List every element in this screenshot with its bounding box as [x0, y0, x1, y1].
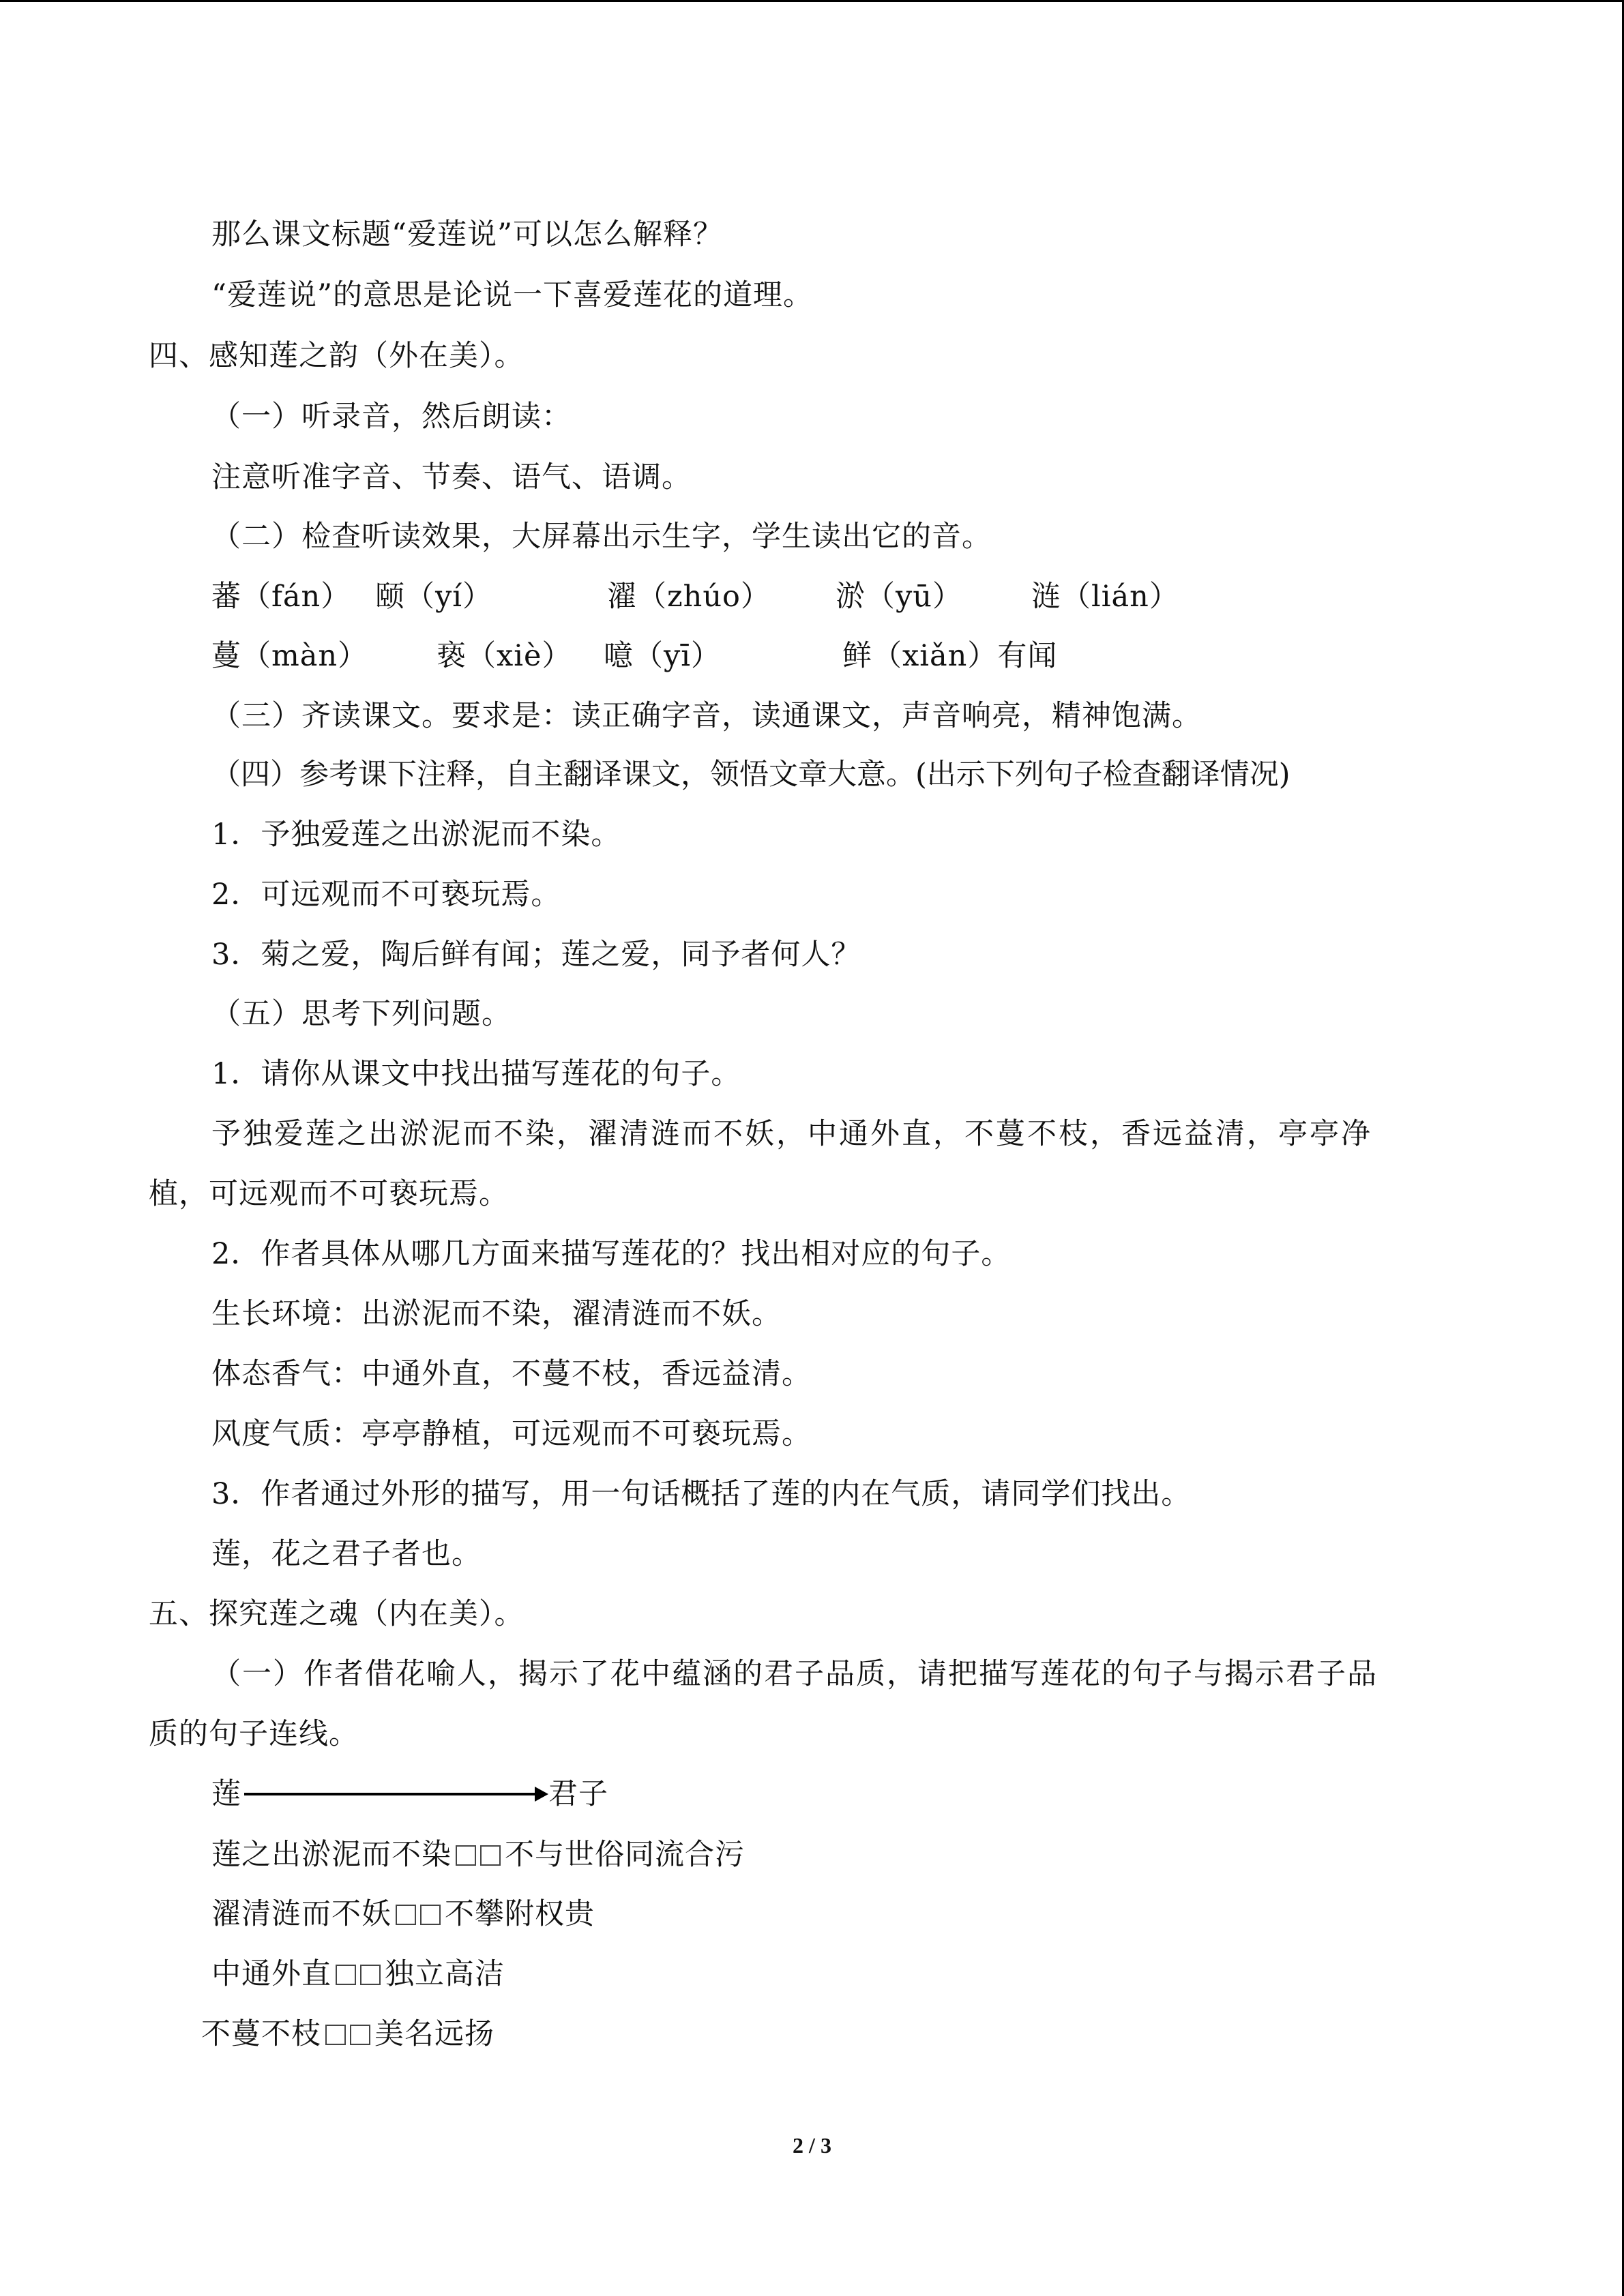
match-left: 中通外直 — [211, 1957, 331, 1991]
match-right: 不攀附权贵 — [445, 1897, 595, 1931]
arrow-right-label: 君子 — [548, 1777, 608, 1811]
section-heading: 四、感知莲之韵（外在美）。 — [149, 339, 525, 373]
match-row — [211, 1894, 595, 1935]
blank-box — [396, 1905, 416, 1925]
pinyin-item: 噫（yī） — [604, 639, 722, 673]
blank-box — [336, 1965, 356, 1985]
blank-box — [480, 1845, 501, 1866]
pinyin-item: 颐（yí） — [375, 580, 493, 614]
arrow-left-label: 莲 — [211, 1777, 241, 1811]
text-line: 莲，花之君子者也。 — [211, 1537, 482, 1571]
text-line: “爱莲说”的意思是论说一下喜爱莲花的道理。 — [211, 278, 813, 312]
section-heading: 五、探究莲之魂（内在美）。 — [149, 1597, 525, 1631]
text-line: 植，可远观而不可亵玩焉。 — [149, 1177, 509, 1211]
pinyin-item: 涟（lián） — [1031, 580, 1179, 614]
text-line: 3．作者通过外形的描写，用一句话概括了莲的内在气质，请同学们找出。 — [211, 1477, 1192, 1511]
text-line: 1．予独爱莲之出淤泥而不染。 — [211, 818, 621, 852]
match-right: 不与世俗同流合污 — [505, 1838, 745, 1872]
pinyin-row-2 — [0, 636, 1624, 676]
pinyin-item: 淤（yū） — [836, 580, 962, 614]
match-row — [201, 2014, 494, 2055]
pinyin-item: 蔓（màn） — [211, 639, 368, 673]
blank-box — [360, 1965, 381, 1985]
blank-box — [350, 2025, 370, 2045]
text-line: 那么课文标题“爱莲说”可以怎么解释？ — [211, 218, 723, 252]
text-line: 2．可远观而不可亵玩焉。 — [211, 878, 561, 912]
page-border-top — [0, 0, 1624, 2]
match-left: 濯清涟而不妖 — [211, 1897, 392, 1931]
text-line: 体态香气：中通外直，不蔓不枝，香远益清。 — [211, 1357, 812, 1391]
pinyin-item: 濯（zhúo） — [607, 580, 771, 614]
sub-heading: （二）检查听读效果，大屏幕出示生字，学生读出它的音。 — [211, 520, 992, 554]
arrow-right-icon — [244, 1793, 536, 1795]
match-right: 美名远扬 — [374, 2017, 494, 2051]
blank-box — [325, 2025, 346, 2045]
pinyin-item: 蕃（fán） — [211, 580, 351, 614]
pinyin-item: 亵（xiè） — [437, 639, 572, 673]
text-line: 3．菊之爱，陶后鲜有闻；莲之爱，同予者何人？ — [211, 938, 861, 972]
text-line: 1．请你从课文中找出描写莲花的句子。 — [211, 1057, 741, 1091]
sub-heading: （三）齐读课文。要求是：读正确字音，读通课文，声音响亮，精神饱满。 — [211, 699, 1202, 733]
arrow-row — [211, 1774, 608, 1815]
text-line: 注意听准字音、节奏、语气、语调。 — [211, 460, 692, 494]
text-line: 风度气质：亭亭静植，可远观而不可亵玩焉。 — [211, 1417, 812, 1451]
sub-heading: （四）参考课下注释，自主翻译课文，领悟文章大意。(出示下列句子检查翻译情况) — [211, 758, 1290, 792]
match-left: 不蔓不枝 — [201, 2017, 321, 2051]
text-line: 予独爱莲之出淤泥而不染，濯清涟而不妖，中通外直，不蔓不枝，香远益清，亭亭净 — [211, 1117, 1372, 1151]
text-line: 生长环境：出淤泥而不染，濯清涟而不妖。 — [211, 1297, 782, 1331]
pinyin-item: 鲜（xiǎn）有闻 — [842, 639, 1058, 673]
page-number: 2 / 3 — [793, 2133, 831, 2158]
blank-box — [420, 1905, 441, 1925]
text-line: 2．作者具体从哪几方面来描写莲花的？找出相对应的句子。 — [211, 1237, 1012, 1271]
match-left: 莲之出淤泥而不染 — [211, 1838, 452, 1872]
text-line: 质的句子连线。 — [149, 1717, 359, 1751]
match-row — [211, 1834, 745, 1875]
match-right: 独立高洁 — [385, 1957, 505, 1991]
blank-box — [456, 1845, 476, 1866]
sub-heading: （五）思考下列问题。 — [211, 997, 512, 1031]
sub-heading: （一）作者借花喻人，揭示了花中蕴涵的君子品质，请把描写莲花的句子与揭示君子品 — [211, 1657, 1378, 1691]
sub-heading: （一）听录音，然后朗读： — [211, 400, 572, 434]
match-row — [211, 1954, 505, 1995]
pinyin-row-1 — [0, 576, 1624, 617]
